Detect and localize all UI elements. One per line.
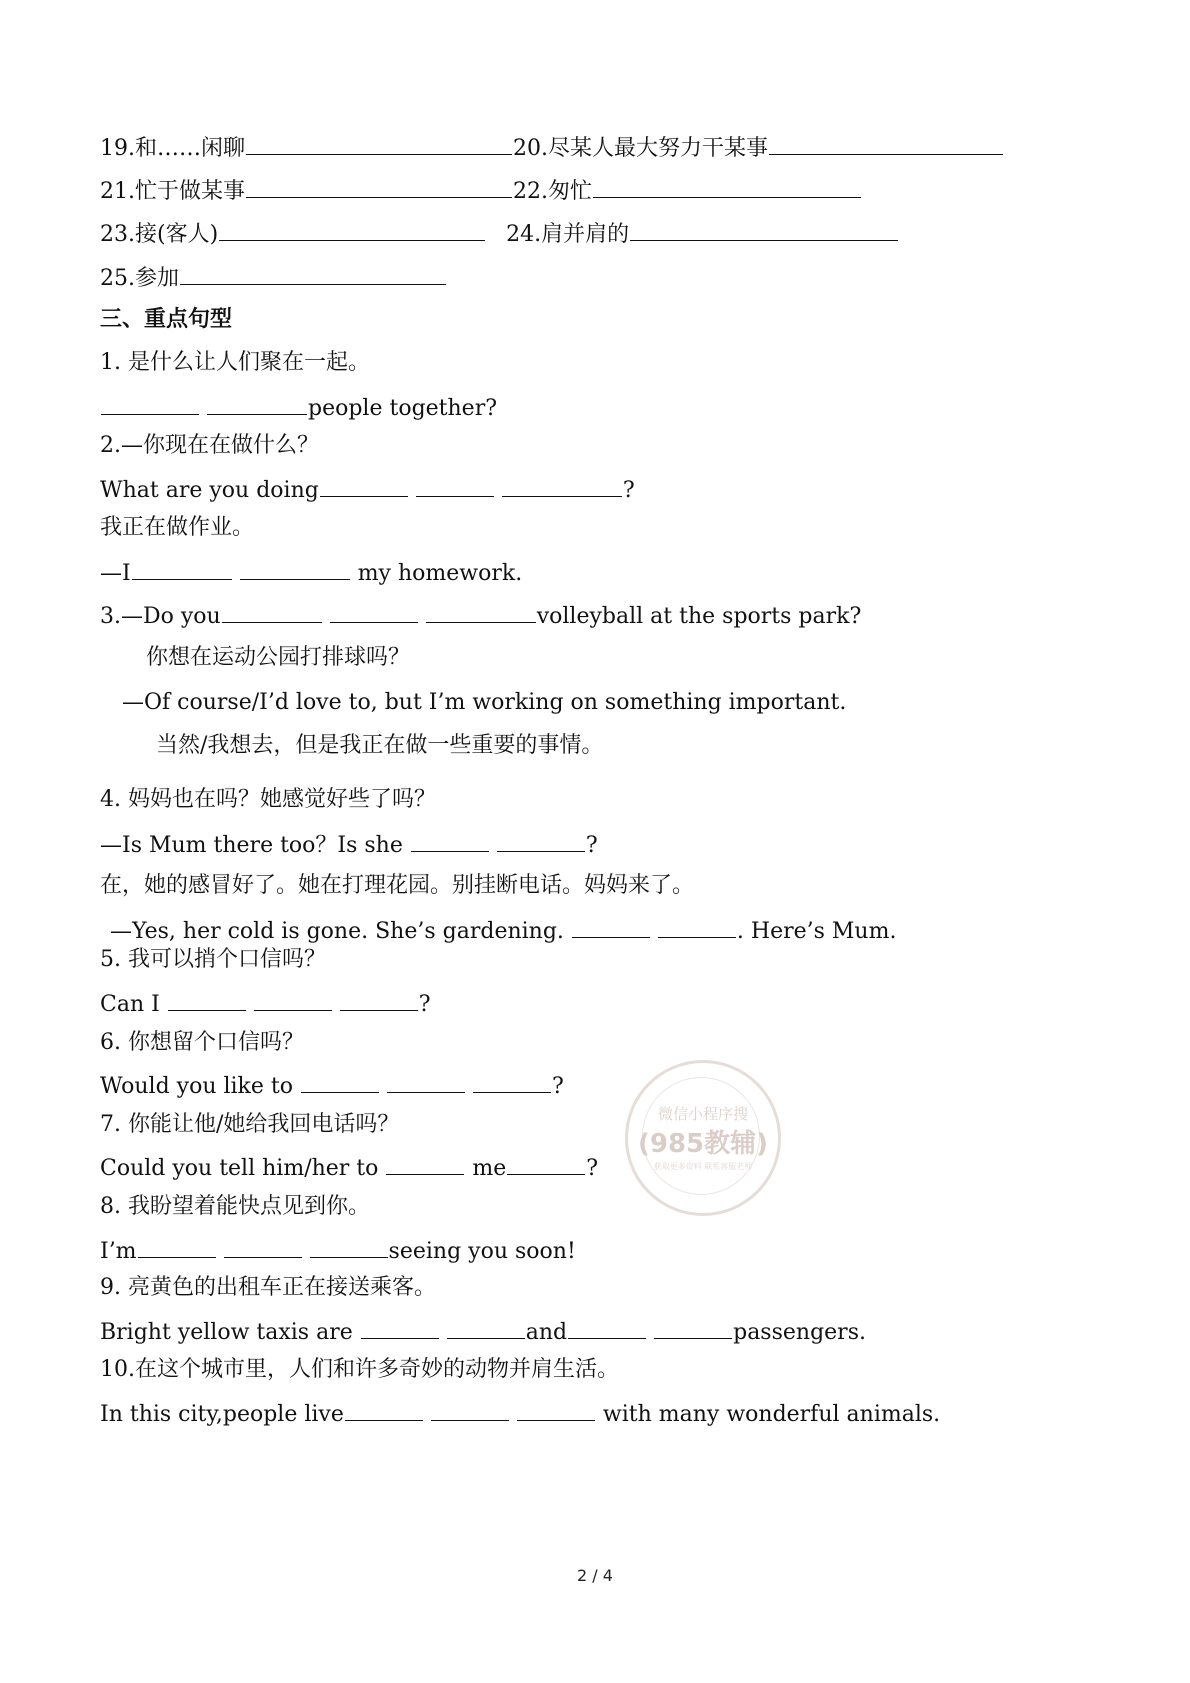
sentence-text: In this city,people live xyxy=(100,1402,344,1427)
sentence-text: —Is Mum there too？Is she xyxy=(100,833,410,858)
answer-blank[interactable] xyxy=(168,988,246,1011)
sentence-2-cn-answer: 我正在做作业。 xyxy=(100,515,255,540)
answer-blank[interactable] xyxy=(426,600,536,623)
sentence-4-en-question xyxy=(100,829,598,861)
answer-blank[interactable] xyxy=(138,1235,216,1258)
vocab-row-23-24 xyxy=(100,218,899,250)
vocab-item-20: 20.尽某人最大努力干某事 xyxy=(513,136,768,161)
sentence-text: volleyball at the sports park? xyxy=(536,604,862,629)
answer-blank[interactable] xyxy=(630,218,898,241)
answer-blank[interactable] xyxy=(473,1070,551,1093)
sentence-text: ? xyxy=(622,478,635,503)
sentence-1-cn: 1. 是什么让人们聚在一起。 xyxy=(100,350,370,375)
sentence-text: people together? xyxy=(308,396,498,421)
stamp-line-2: (985教辅) xyxy=(637,1129,769,1159)
sentence-2-cn-question: 2.—你现在在做什么？ xyxy=(100,433,319,458)
answer-blank[interactable] xyxy=(340,988,418,1011)
answer-blank[interactable] xyxy=(345,1398,423,1421)
sentence-7-en xyxy=(100,1152,598,1184)
sentence-text: Would you like to xyxy=(100,1074,300,1099)
sentence-text: me xyxy=(465,1156,507,1181)
answer-blank[interactable] xyxy=(246,175,512,198)
answer-blank[interactable] xyxy=(132,557,232,580)
answer-blank[interactable] xyxy=(254,988,332,1011)
sentence-2-en-answer xyxy=(100,557,522,589)
sentence-9-en xyxy=(100,1316,866,1348)
sentence-text: . Here’s Mum. xyxy=(736,919,897,944)
sentence-text: passengers. xyxy=(733,1320,866,1345)
answer-blank[interactable] xyxy=(301,1070,379,1093)
vocab-item-24: 24.肩并肩的 xyxy=(506,222,630,247)
answer-blank[interactable] xyxy=(207,392,307,415)
sentence-text: and xyxy=(525,1320,568,1345)
answer-blank[interactable] xyxy=(568,1316,646,1339)
answer-blank[interactable] xyxy=(320,474,408,497)
vocab-row-21-22 xyxy=(100,175,862,207)
answer-blank[interactable] xyxy=(246,132,512,155)
sentence-3-en-answer: —Of course/I’d love to, but I’m working on something important. xyxy=(122,690,847,715)
answer-blank[interactable] xyxy=(658,915,736,938)
answer-blank[interactable] xyxy=(222,600,322,623)
sentence-text: —I xyxy=(100,561,131,586)
vocab-row-25 xyxy=(100,262,447,294)
vocab-item-21: 21.忙于做某事 xyxy=(100,179,245,204)
answer-blank[interactable] xyxy=(497,829,585,852)
vocab-row-19-20 xyxy=(100,132,1004,164)
answer-blank[interactable] xyxy=(769,132,1003,155)
sentence-10-en xyxy=(100,1398,940,1430)
vocab-item-22: 22.匆忙 xyxy=(513,179,592,204)
answer-blank[interactable] xyxy=(411,829,489,852)
sentence-2-en-question xyxy=(100,474,635,506)
answer-blank[interactable] xyxy=(310,1235,388,1258)
sentence-text: —Yes, her cold is gone. She’s gardening. xyxy=(110,919,571,944)
sentence-6-en xyxy=(100,1070,564,1102)
vocab-item-23: 23.接(客人) xyxy=(100,222,219,247)
sentence-text: with many wonderful animals. xyxy=(595,1402,941,1427)
answer-blank[interactable] xyxy=(330,600,418,623)
sentence-text: Could you tell him/her to xyxy=(100,1156,386,1181)
answer-blank[interactable] xyxy=(180,262,446,285)
answer-blank[interactable] xyxy=(572,915,650,938)
sentence-5-en xyxy=(100,988,431,1020)
answer-blank[interactable] xyxy=(240,557,350,580)
sentence-text: ? xyxy=(586,1156,599,1181)
sentence-3-en-question xyxy=(100,600,861,632)
sentence-text: ? xyxy=(551,1074,564,1099)
sentence-6-cn: 6. 你想留个口信吗？ xyxy=(100,1030,304,1055)
sentence-3-cn-answer: 当然/我想去，但是我正在做一些重要的事情。 xyxy=(156,733,604,758)
answer-blank[interactable] xyxy=(447,1316,525,1339)
answer-blank[interactable] xyxy=(386,1152,464,1175)
answer-blank[interactable] xyxy=(507,1152,585,1175)
sentence-5-cn: 5. 我可以捎个口信吗？ xyxy=(100,947,326,972)
sentence-4-cn-answer: 在，她的感冒好了。她在打理花园。别挂断电话。妈妈来了。 xyxy=(100,873,695,898)
sentence-text: ? xyxy=(585,833,598,858)
stamp-line-3: 获取更多资料 联系客服老师 xyxy=(653,1162,753,1171)
sentence-4-en-answer xyxy=(110,915,896,947)
sentence-3-cn-question: 你想在运动公园打排球吗？ xyxy=(146,645,411,670)
watermark-stamp xyxy=(625,1060,781,1216)
sentence-10-cn: 10.在这个城市里，人们和许多奇妙的动物并肩生活。 xyxy=(100,1357,619,1382)
answer-blank[interactable] xyxy=(416,474,494,497)
sentence-8-en xyxy=(100,1235,576,1267)
sentence-text: ? xyxy=(418,992,431,1017)
answer-blank[interactable] xyxy=(219,218,485,241)
answer-blank[interactable] xyxy=(224,1235,302,1258)
sentence-text: 3.—Do you xyxy=(100,604,221,629)
sentence-1-en xyxy=(100,392,497,424)
sentence-text: Can I xyxy=(100,992,167,1017)
answer-blank[interactable] xyxy=(101,392,199,415)
section-title: 三、重点句型 xyxy=(100,307,233,332)
sentence-text: Bright yellow taxis are xyxy=(100,1320,360,1345)
sentence-text: seeing you soon! xyxy=(388,1239,576,1264)
answer-blank[interactable] xyxy=(502,474,622,497)
answer-blank[interactable] xyxy=(387,1070,465,1093)
sentence-text: I’m xyxy=(100,1239,137,1264)
answer-blank[interactable] xyxy=(654,1316,732,1339)
sentence-text: What are you doing xyxy=(100,478,319,503)
vocab-item-19: 19.和……闲聊 xyxy=(100,136,245,161)
page-number: 2 / 4 xyxy=(577,1566,613,1585)
sentence-8-cn: 8. 我盼望着能快点见到你。 xyxy=(100,1194,370,1219)
vocab-item-25: 25.参加 xyxy=(100,266,179,291)
stamp-line-1: 微信小程序搜 xyxy=(657,1105,748,1123)
sentence-7-cn: 7. 你能让他/她给我回电话吗？ xyxy=(100,1112,400,1137)
sentence-9-cn: 9. 亮黄色的出租车正在接送乘客。 xyxy=(100,1275,436,1300)
answer-blank[interactable] xyxy=(361,1316,439,1339)
answer-blank[interactable] xyxy=(517,1398,595,1421)
sentence-text: my homework. xyxy=(350,561,523,586)
answer-blank[interactable] xyxy=(431,1398,509,1421)
answer-blank[interactable] xyxy=(593,175,861,198)
sentence-4-cn-question: 4. 妈妈也在吗？她感觉好些了吗？ xyxy=(100,787,436,812)
